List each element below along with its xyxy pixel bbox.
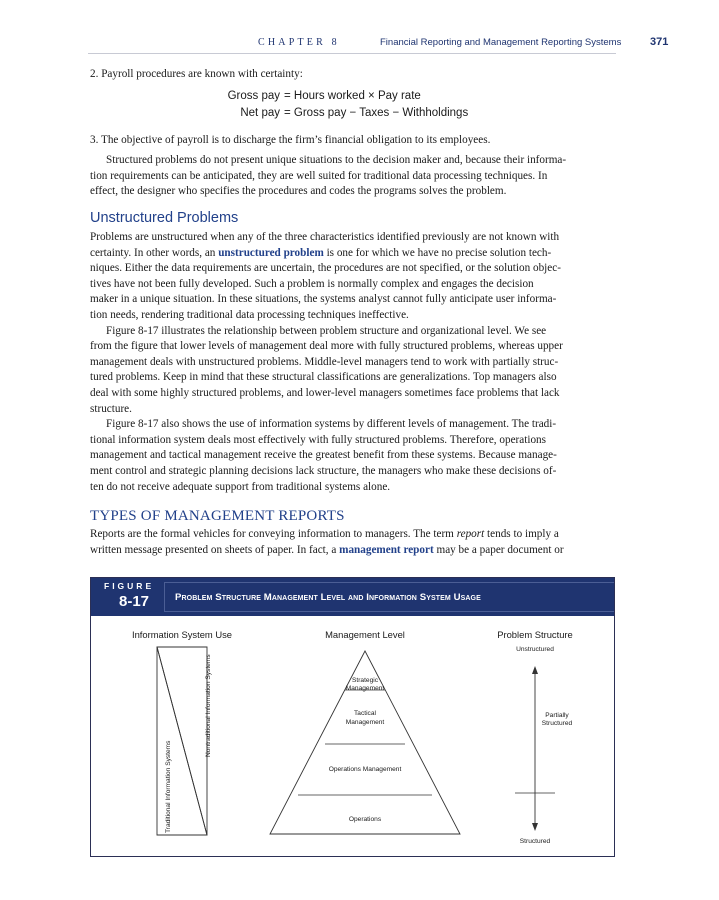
column-header-management-level: Management Level bbox=[325, 629, 405, 640]
level-operations: Operations bbox=[348, 816, 382, 823]
paragraph-line: management deals with unstructured problems. Middle-level managers tend to work with partially struc- bbox=[90, 355, 559, 368]
level-strategic-line1: Strategic bbox=[351, 677, 379, 684]
list-item-3: 3. The objective of payroll is to discharge the firm’s financial obligation to its employees. bbox=[90, 134, 491, 146]
paragraph-line: niques. Either the data requirements are uncertain, the procedures are not specified, or the solution objec- bbox=[90, 262, 561, 275]
traditional-systems-label: Traditional Information Systems bbox=[165, 740, 172, 833]
figure-title: Problem Structure Management Level and Information System Usage bbox=[175, 592, 481, 603]
paragraph-structured bbox=[90, 153, 615, 200]
page-number: 371 bbox=[650, 36, 669, 48]
paragraph-line: deal with some highly structured problems, and lower-level managers sometimes face problems that lack bbox=[90, 386, 560, 399]
paragraph-line: written message presented on sheets of paper. In fact, a management report may be a paper document or bbox=[90, 543, 564, 556]
level-tactical-line2: Management bbox=[345, 719, 385, 726]
section-heading-reports: TYPES OF MANAGEMENT REPORTS bbox=[90, 508, 345, 524]
header-rule bbox=[88, 53, 616, 54]
paragraph-line: Problems are unstructured when any of the three characteristics identified previously are not known with bbox=[90, 231, 560, 243]
chapter-title: Financial Reporting and Management Reporting Systems bbox=[380, 37, 622, 48]
arrow-up-icon bbox=[532, 666, 538, 674]
paragraph-line: ment control and strategic planning decisions lack structure, the managers who make these decisions of- bbox=[90, 464, 557, 477]
equation-gross-lhs: Gross pay bbox=[227, 90, 280, 102]
paragraph-line: tion needs, rendering traditional data processing techniques ineffective. bbox=[90, 308, 409, 321]
level-operations-management: Operations Management bbox=[328, 766, 402, 773]
paragraph-line: maker in a unique situation. In these situations, the systems analyst cannot fully anticipate user informa- bbox=[90, 293, 557, 306]
list-item-2: 2. Payroll procedures are known with certainty: bbox=[90, 68, 303, 80]
section-body-unstructured bbox=[90, 230, 615, 495]
term-report: report bbox=[456, 528, 485, 540]
equation-gross-rhs: = Hours worked × Pay rate bbox=[284, 90, 421, 102]
level-strategic-line2: Management bbox=[345, 685, 385, 692]
arrow-down-icon bbox=[532, 823, 538, 831]
paragraph-line: tives have not been fully developed. Such a problem is normally complex and engages the decision bbox=[90, 277, 534, 290]
chapter-label: CHAPTER 8 bbox=[258, 37, 340, 48]
section-body-reports bbox=[90, 527, 615, 558]
paragraph-line: tured problems. Keep in mind that these structural classifications are generalizations. Top managers also bbox=[90, 371, 557, 384]
term-management-report: management report bbox=[339, 543, 434, 556]
structure-partially-line1: Partially bbox=[545, 712, 569, 719]
equation-net-rhs: = Gross pay − Taxes − Withholdings bbox=[284, 107, 469, 119]
equation-net-lhs: Net pay bbox=[240, 107, 280, 119]
figure-label: FIGURE bbox=[104, 581, 155, 591]
term-unstructured-problem: unstructured problem bbox=[218, 246, 324, 259]
column-header-info-use: Information System Use bbox=[131, 629, 233, 640]
section-heading-unstructured: Unstructured Problems bbox=[90, 210, 239, 226]
structure-partially-line2: Structured bbox=[541, 720, 573, 727]
column-header-problem-structure: Problem Structure bbox=[497, 629, 573, 640]
level-tactical-line1: Tactical bbox=[354, 710, 376, 717]
nontraditional-systems-label: Nontraditional Information Systems bbox=[205, 654, 212, 757]
paragraph-line: Figure 8-17 illustrates the relationship between problem structure and organizational level. We see bbox=[106, 324, 547, 337]
paragraph-line: structure. bbox=[90, 402, 132, 415]
paragraph-line: from the figure that lower levels of management deal more with fully structured problems, whereas upper bbox=[90, 340, 563, 353]
paragraph-line: ten do not receive adequate support from traditional systems alone. bbox=[90, 480, 391, 493]
paragraph-line: effect, the designer who specifies the procedures and codes the programs solves the problem. bbox=[90, 185, 507, 198]
paragraph-line: tion requirements can be anticipated, they are well suited for traditional data processing techniques. In bbox=[90, 169, 548, 182]
paragraph-line: tional information system deals most effectively with fully structured problems. Therefore, operations bbox=[90, 433, 546, 446]
paragraph-line: Reports are the formal vehicles for conveying information to managers. The term report tends to imply a bbox=[90, 528, 559, 540]
structure-structured: Structured bbox=[519, 838, 551, 845]
paragraph-line: Structured problems do not present unique situations to the decision maker and, because their informa- bbox=[106, 154, 567, 166]
paragraph-line: Figure 8-17 also shows the use of information systems by different levels of management. The tradi- bbox=[106, 418, 557, 431]
figure-diagram bbox=[91, 617, 614, 855]
structure-unstructured: Unstructured bbox=[516, 646, 554, 653]
figure-number: 8-17 bbox=[119, 593, 150, 610]
paragraph-line: management and tactical management receive the greatest benefit from these systems. Because manage- bbox=[90, 449, 557, 462]
paragraph-line: certainty. In other words, an unstructured problem is one for which we have no precise solution tech- bbox=[90, 246, 552, 259]
